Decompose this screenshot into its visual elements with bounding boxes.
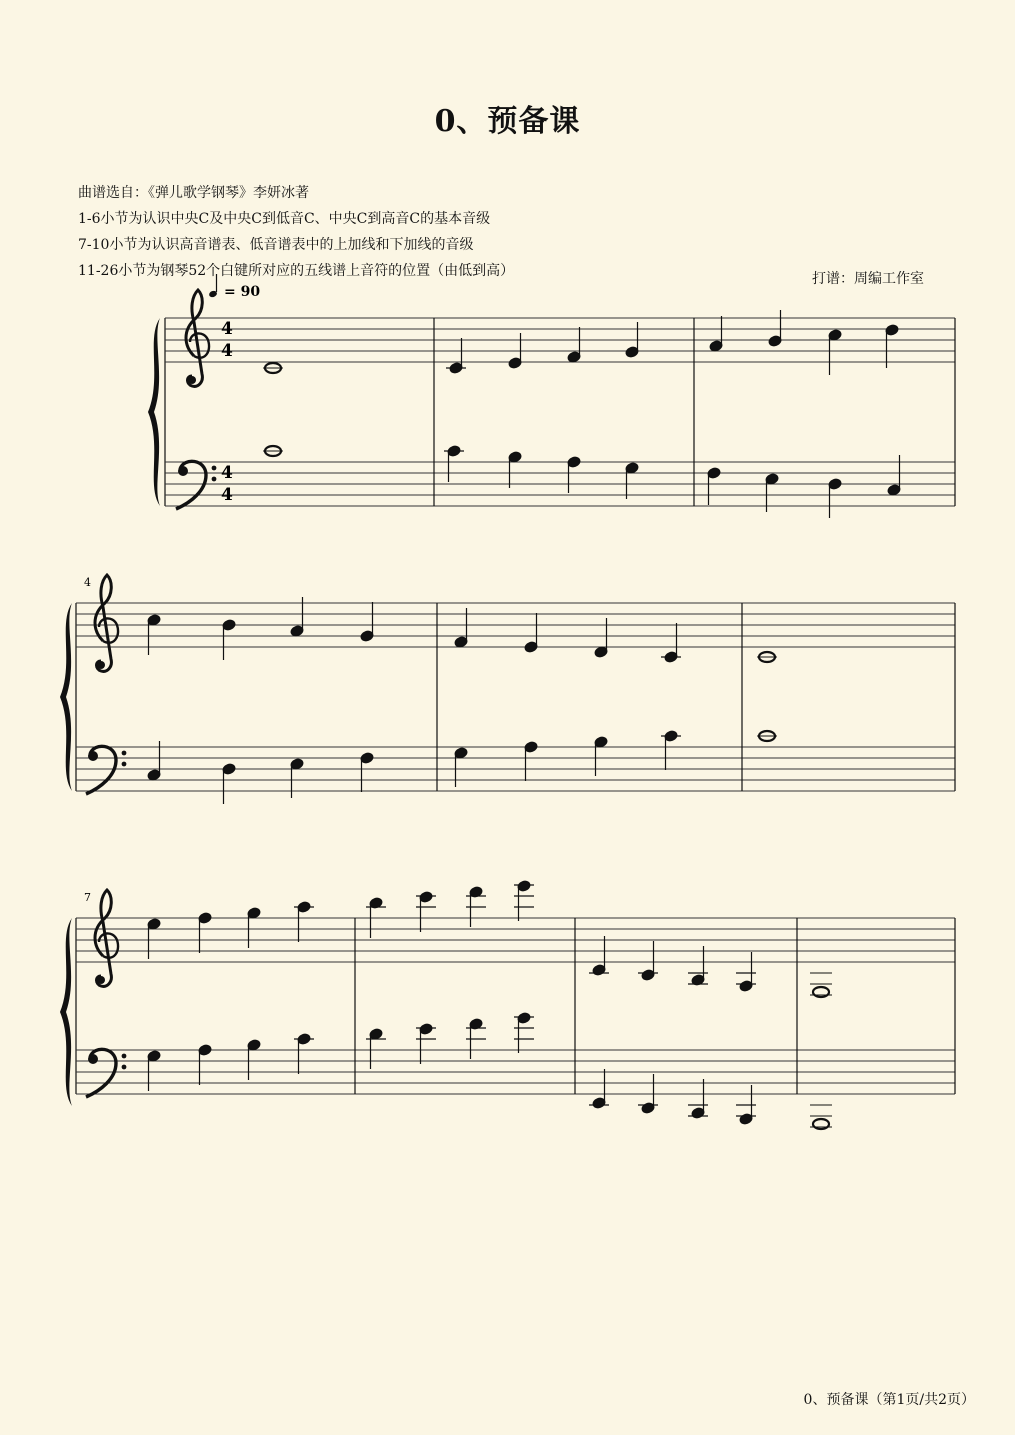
note-group xyxy=(446,322,639,374)
svg-text:4: 4 xyxy=(221,319,233,339)
note xyxy=(757,652,777,662)
treble-staff xyxy=(165,318,955,362)
treble-clef-icon xyxy=(186,290,209,386)
svg-text:4: 4 xyxy=(221,485,233,505)
measure-number: 7 xyxy=(84,891,91,904)
note-group xyxy=(589,936,756,992)
note-group xyxy=(444,445,639,499)
page-footer: 0、预备课（第1页/共2页） xyxy=(803,1392,975,1408)
measure-number: 4 xyxy=(84,576,91,589)
note-line-4: 11-26小节为钢琴52个白键所对应的五线谱上音符的位置（由低到高） xyxy=(78,263,515,279)
page-title: 0、预备课 xyxy=(434,104,581,139)
bass-clef-icon xyxy=(86,1049,126,1097)
treble-clef-icon xyxy=(95,890,118,986)
note xyxy=(263,446,283,456)
bass-clef-icon xyxy=(86,746,126,794)
note-group xyxy=(707,455,901,518)
bass-clef-icon xyxy=(176,461,216,509)
svg-text:4: 4 xyxy=(221,463,233,483)
note-group xyxy=(589,1069,756,1125)
note-group xyxy=(147,597,374,660)
treble-clef-icon xyxy=(95,575,118,671)
note-line-2: 1-6小节为认识中央C及中央C到低音C、中央C到高音C的基本音级 xyxy=(78,211,491,227)
time-signature xyxy=(221,319,233,505)
system-1 xyxy=(148,290,955,518)
note-group xyxy=(147,1033,314,1091)
tempo-text: = 90 xyxy=(224,284,261,300)
note-line-1: 曲谱选自：《弹儿歌学钢琴》李妍冰著 xyxy=(78,185,309,201)
bass-staff xyxy=(76,1050,955,1094)
treble-staff xyxy=(76,918,955,962)
tempo-mark xyxy=(208,274,260,300)
note-line-3: 7-10小节为认识高音谱表、低音谱表中的上加线和下加线的音级 xyxy=(78,237,474,253)
note xyxy=(263,363,283,373)
svg-text:4: 4 xyxy=(221,341,233,361)
treble-staff xyxy=(76,603,955,647)
brace xyxy=(60,918,72,1106)
system-2 xyxy=(60,575,955,804)
brace xyxy=(60,603,72,791)
note xyxy=(810,1105,832,1129)
note-group xyxy=(366,1012,534,1069)
arranger-credit: 打谱：周编工作室 xyxy=(812,271,924,287)
bass-staff xyxy=(76,747,955,791)
system-3 xyxy=(60,880,955,1129)
note xyxy=(757,731,777,741)
note xyxy=(810,973,832,997)
brace xyxy=(148,318,160,506)
note-group xyxy=(709,310,899,375)
note-group xyxy=(147,741,374,804)
note-group xyxy=(147,901,314,959)
